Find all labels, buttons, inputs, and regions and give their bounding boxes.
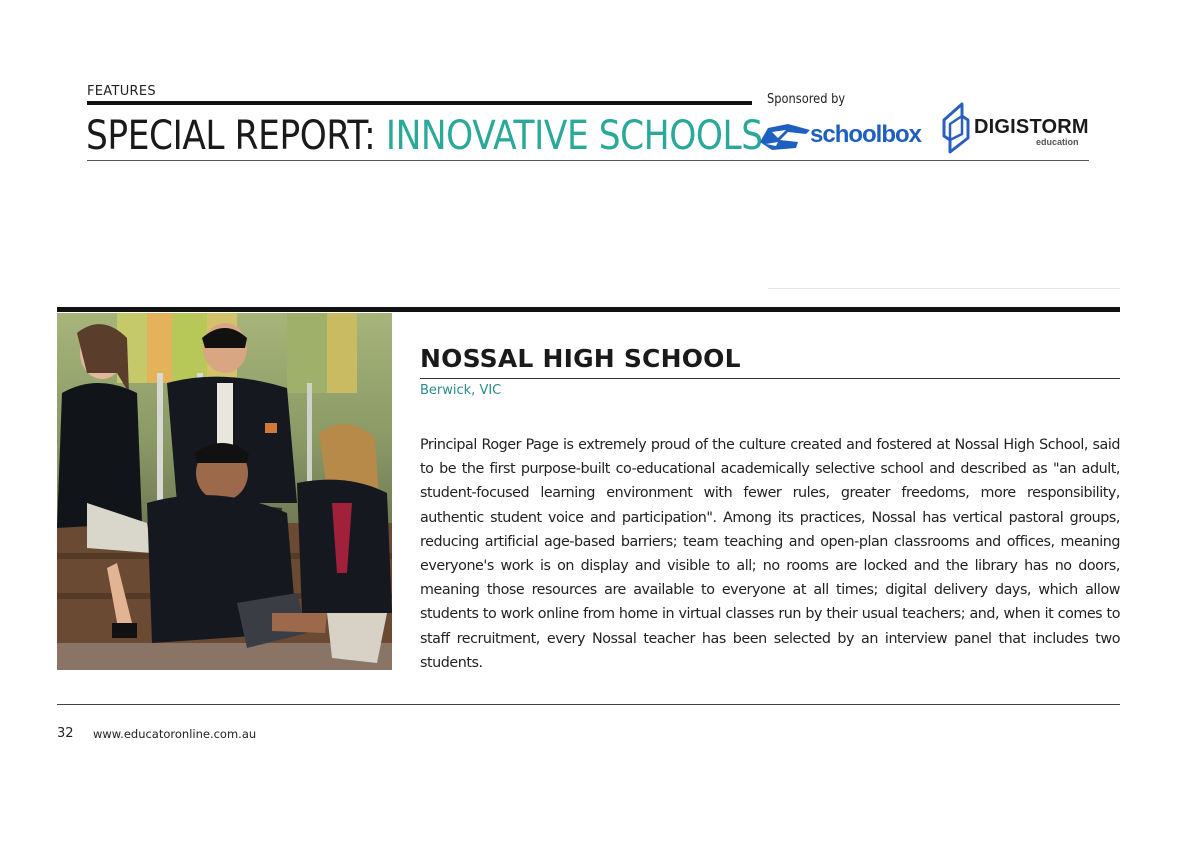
page-number: 32 bbox=[57, 726, 74, 741]
footer-rule bbox=[57, 704, 1120, 705]
website-link[interactable]: www.educatoronline.com.au bbox=[93, 727, 257, 741]
schoolbox-logo-text: schoolbox bbox=[810, 121, 922, 148]
title-accent: INNOVATIVE SCHOOLS bbox=[385, 113, 763, 159]
header-rule bbox=[87, 101, 752, 105]
sponsored-label: Sponsored by bbox=[767, 92, 846, 107]
digistorm-logo-text: DIGISTORM bbox=[974, 116, 1089, 138]
digistorm-logo-subtext: education bbox=[1036, 137, 1079, 147]
section-label: FEATURES bbox=[87, 84, 156, 99]
digistorm-logo-icon bbox=[940, 102, 972, 154]
schoolbox-logo[interactable] bbox=[758, 118, 922, 154]
schoolbox-logo-icon bbox=[758, 118, 814, 154]
page-title bbox=[86, 112, 763, 160]
school-name-rule bbox=[420, 378, 1120, 379]
school-location: Berwick, VIC bbox=[420, 383, 502, 398]
title-rule bbox=[87, 160, 1089, 161]
digistorm-logo[interactable] bbox=[940, 102, 1090, 154]
students-photo-image bbox=[57, 313, 392, 670]
school-name: NOSSAL HIGH SCHOOL bbox=[420, 344, 741, 373]
article-body: Principal Roger Page is extremely proud of the culture created and fostered at Nossal High School, said to be the first purpose-built co-educational academically selective school and described as "an adult, student-focused learning environment with fewer rules, greater freedoms, more responsibility, authentic student voice and participation". Among its practices, Nossal has vertical pastoral groups, reducing artificial age-based barriers; team teaching and open-plan classrooms and offices, meaning everyone's work is on display and visible to all; no rooms are locked and the library has no doors, meaning those resources are available to everyone at all times; digital delivery days, which allow students to work online from home in virtual classes run by their usual teachers; and, when it comes to staff recruitment, every Nossal teacher has been selected by an interview panel that includes two students. bbox=[420, 437, 1120, 671]
title-main: SPECIAL REPORT: bbox=[86, 113, 386, 159]
article-top-rule bbox=[57, 307, 1120, 312]
students-photo bbox=[57, 313, 392, 670]
divider-faint bbox=[768, 288, 1120, 289]
